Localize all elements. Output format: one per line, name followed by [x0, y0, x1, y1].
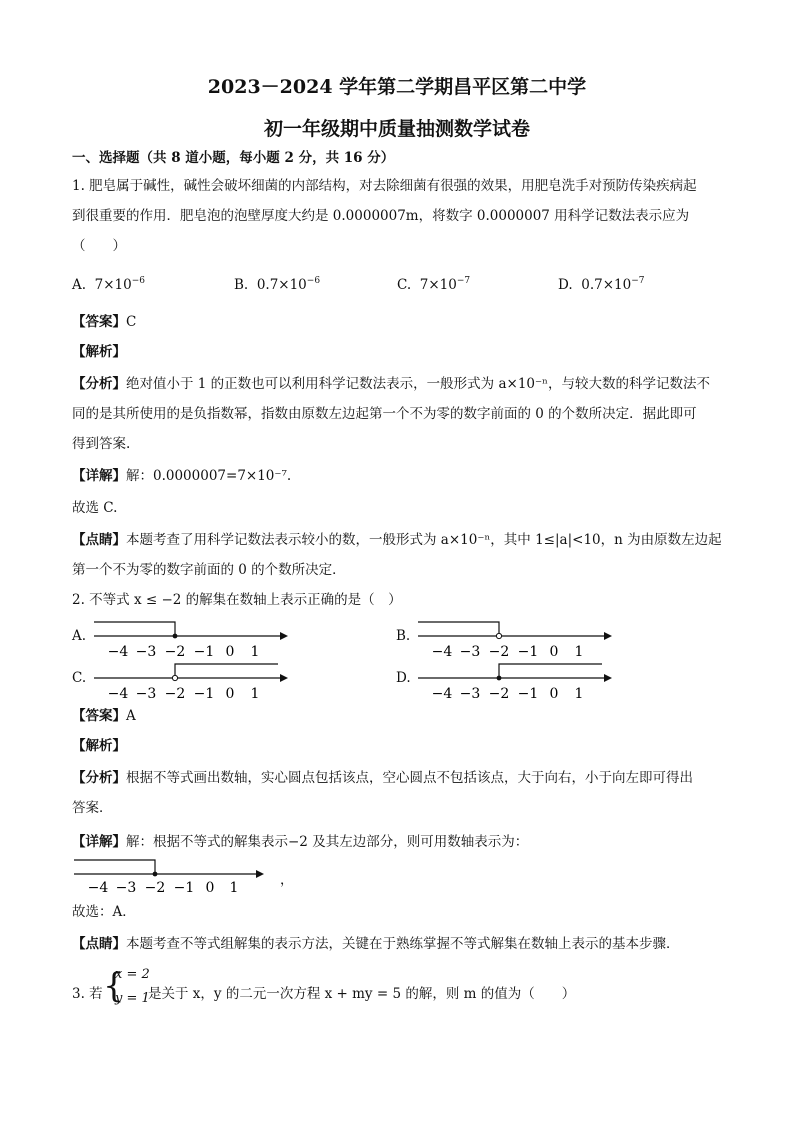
q2-fenxi-line1: 【分析】根据不等式画出数轴，实心圆点包括该点，空心圆点不包括该点，大于向右，小于向左即可得出 — [72, 770, 693, 786]
tick-label: 1 — [574, 644, 584, 660]
tick-label: 1 — [574, 686, 584, 702]
number-line-c-svg — [90, 660, 290, 702]
q2-answer: 【答案】A — [72, 708, 136, 724]
tick-label: −3 — [115, 880, 137, 896]
q2-jiexi: 【解析】 — [72, 738, 126, 754]
tick-label: −4 — [107, 644, 129, 660]
q1-stem-line1: 1. 肥皂属于碱性，碱性会破坏细菌的内部结构，对去除细菌有很强的效果，用肥皂洗手对预防传染疾病起 — [72, 178, 697, 194]
q1-stem-line2: 到很重要的作用．肥皂泡的泡壁厚度大约是 0.0000007m，将数字 0.0000007 用科学记数法表示应为 — [72, 208, 690, 224]
q1-option-d: D. $0.7\times 10^{-7}$ — [558, 276, 645, 293]
tick-label: −4 — [87, 880, 109, 896]
q1-guxuan: 故选 C. — [72, 500, 118, 516]
q3-equation-x: x = 2 — [115, 967, 150, 982]
tick-label: 0 — [205, 880, 215, 896]
solution-number-line-svg — [70, 856, 270, 898]
q1-option-b: B. $0.7\times 10^{-6}$ — [234, 276, 321, 293]
tick-label: −2 — [488, 686, 510, 702]
q1-option-a: A. $7\times 10^{-6}$ — [72, 276, 146, 293]
q2-option-c-letter: C. — [72, 670, 87, 686]
q2-dianjing: 【点睛】本题考查不等式组解集的表示方法，关键在于熟练掌握不等式解集在数轴上表示的基本步骤． — [72, 936, 680, 952]
tick-label: −4 — [431, 644, 453, 660]
solution-ray — [175, 664, 278, 675]
q2-number-line-c — [90, 660, 290, 702]
tick-label: −4 — [431, 686, 453, 702]
q2-number-line-b — [414, 618, 614, 660]
tick-label: −1 — [517, 644, 539, 660]
q2-option-d-letter: D. — [396, 670, 411, 686]
q1-stem-line3: （ ） — [72, 238, 126, 254]
q1-option-c: C. $7\times 10^{-7}$ — [397, 276, 471, 293]
axis-arrow — [280, 674, 288, 682]
tick-label: −1 — [193, 644, 215, 660]
tick-label: −1 — [193, 686, 215, 702]
tick-label: −2 — [488, 644, 510, 660]
tick-label: 0 — [549, 644, 559, 660]
exam-title-line2: 初一年级期中质量抽测数学试卷 — [263, 118, 530, 140]
axis-arrow — [280, 632, 288, 640]
exam-title-line1: 2023－2024 学年第二学期昌平区第二中学 — [207, 76, 587, 98]
q3-number: 3. 若 — [72, 986, 103, 1002]
tick-label: −3 — [135, 686, 157, 702]
solid-point — [153, 872, 158, 877]
axis-arrow — [604, 632, 612, 640]
q1-fenxi-line2: 同的是其所使用的是负指数幂，指数由原数左边起第一个不为零的数字前面的 0 的个数所决定．据此即可 — [72, 406, 697, 422]
q2-solution-number-line — [70, 856, 270, 898]
hollow-point — [496, 633, 501, 638]
q1-fenxi-line1: 【分析】绝对值小于 1 的正数也可以利用科学记数法表示，一般形式为 a×10⁻ⁿ，与较大数的科学记数法不 — [72, 376, 710, 392]
q1-fenxi-line3: 得到答案. — [72, 436, 131, 452]
q1-dianjing-line2: 第一个不为零的数字前面的 0 的个数所决定． — [72, 562, 346, 578]
q2-guxuan: 故选：A． — [72, 904, 136, 920]
tick-label: 0 — [549, 686, 559, 702]
q1-answer: 【答案】C — [72, 314, 137, 330]
tick-label: −3 — [459, 644, 481, 660]
q2-stem: 2. 不等式 x ≤ −2 的解集在数轴上表示正确的是（ ） — [72, 592, 402, 608]
q2-option-b-letter: B. — [396, 628, 411, 644]
tick-label: 1 — [250, 686, 260, 702]
q3-equation-y: y = 1 — [115, 991, 150, 1006]
solid-point — [497, 676, 502, 681]
q2-fenxi-line2: 答案． — [72, 800, 113, 816]
q3-brace-icon: { — [103, 966, 125, 1006]
q1-xiangjie: 【详解】解：0.0000007=7×10⁻⁷. — [72, 468, 292, 484]
tick-label: 1 — [250, 644, 260, 660]
solution-ray — [499, 664, 602, 678]
number-line-d-svg — [414, 660, 614, 702]
tick-label: −3 — [135, 644, 157, 660]
q3-stem: 是关于 x，y 的二元一次方程 x + my = 5 的解，则 m 的值为（ ） — [148, 986, 576, 1002]
number-line-b-svg — [414, 618, 614, 660]
solution-ray — [94, 622, 175, 636]
q2-number-line-d — [414, 660, 614, 702]
q1-dianjing-line1: 【点睛】本题考查了用科学记数法表示较小的数，一般形式为 a×10⁻ⁿ，其中 1≤|a|<10，n 为由原数左边起 — [72, 532, 722, 548]
tick-label: −4 — [107, 686, 129, 702]
tick-label: −2 — [144, 880, 166, 896]
q1-jiexi: 【解析】 — [72, 344, 126, 360]
solution-ray — [74, 860, 155, 874]
tick-label: −1 — [517, 686, 539, 702]
number-line-a-svg — [90, 618, 290, 660]
solid-point — [173, 634, 178, 639]
axis-arrow — [604, 674, 612, 682]
tick-label: −2 — [164, 644, 186, 660]
section-heading: 一、选择题（共 8 道小题，每小题 2 分，共 16 分） — [72, 150, 395, 166]
tick-label: 1 — [229, 880, 239, 896]
hollow-point — [172, 675, 177, 680]
tick-label: −1 — [173, 880, 195, 896]
axis-arrow — [256, 870, 264, 878]
q2-solution-comma: ， — [280, 872, 294, 888]
q2-number-line-a — [90, 618, 290, 660]
tick-label: 0 — [225, 644, 235, 660]
tick-label: 0 — [225, 686, 235, 702]
tick-label: −2 — [164, 686, 186, 702]
q2-option-a-letter: A. — [72, 628, 87, 644]
tick-label: −3 — [459, 686, 481, 702]
solution-ray — [418, 622, 499, 633]
q2-xiangjie: 【详解】解：根据不等式的解集表示−2 及其左边部分，则可用数轴表示为： — [72, 834, 529, 850]
